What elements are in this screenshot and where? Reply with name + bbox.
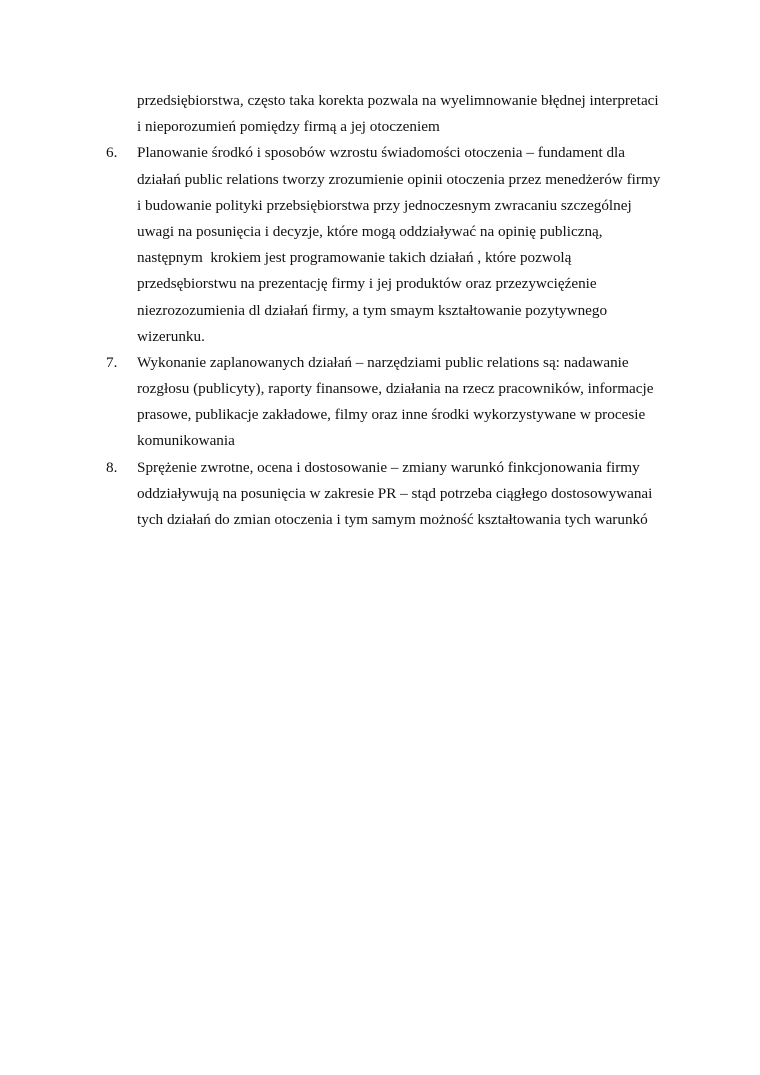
text-line: przedsiębiorstwa, często taka korekta pozwala na wyelimnowanie błędnej interpretaci bbox=[137, 92, 659, 109]
list-item-first-line bbox=[106, 140, 686, 166]
text-line: Sprężenie zwrotne, ocena i dostosowanie – zmiany warunkó finkcjonowania firmy bbox=[137, 458, 640, 476]
list-number: 8. bbox=[106, 458, 118, 476]
continuation-paragraph bbox=[106, 88, 686, 140]
list-item-8 bbox=[106, 455, 686, 534]
text-line: prasowe, publikacje zakładowe, filmy oraz inne środki wykorzystywane w procesie bbox=[137, 406, 646, 424]
text-line: uwagi na posunięcia i decyzje, które mogą oddziaływać na opinię publiczną, bbox=[137, 222, 603, 240]
list-item-first-line bbox=[106, 350, 686, 376]
text-line: przedsębiorstwu na prezentację firmy i jej produktów oraz przezywcięźenie bbox=[137, 275, 597, 293]
text-line: i nieporozumień pomiędzy firmą a jej otoczeniem bbox=[137, 118, 440, 136]
text-line: komunikowania bbox=[137, 432, 235, 450]
list-item-6 bbox=[106, 140, 686, 350]
text-line: Planowanie środkó i sposobów wzrostu świadomości otoczenia – fundament dla bbox=[137, 144, 626, 162]
text-line: działań public relations tworzy zrozumienie opinii otoczenia przez menedżerów firmy bbox=[137, 170, 661, 188]
text-line: tych działań do zmian otoczenia i tym samym możność kształtowania tych warunkó bbox=[137, 511, 648, 528]
text-line: niezrozozumienia dl działań firmy, a tym smaym kształtowanie pozytywnego bbox=[137, 301, 608, 319]
text-line: i budowanie polityki przebsiębiorstwa przy jednoczesnym zwracaniu szczególnej bbox=[137, 196, 632, 214]
text-line: Wykonanie zaplanowanych działań – narzędziami public relations są: nadawanie bbox=[137, 353, 629, 371]
list-item-first-line bbox=[106, 455, 686, 481]
text-line: oddziaływują na posunięcia w zakresie PR – stąd potrzeba ciągłego dostosowywanai bbox=[137, 484, 653, 502]
list-number: 6. bbox=[106, 144, 118, 162]
text-line: rozgłosu (publicyty), raporty finansowe, działania na rzecz pracowników, informacje bbox=[137, 380, 654, 398]
text-line: następnym krokiem jest programowanie takich działań , które pozwolą bbox=[137, 249, 572, 267]
document-body bbox=[106, 88, 686, 533]
list-number: 7. bbox=[106, 353, 118, 371]
text-line: wizerunku. bbox=[137, 327, 205, 345]
list-item-7 bbox=[106, 350, 686, 455]
